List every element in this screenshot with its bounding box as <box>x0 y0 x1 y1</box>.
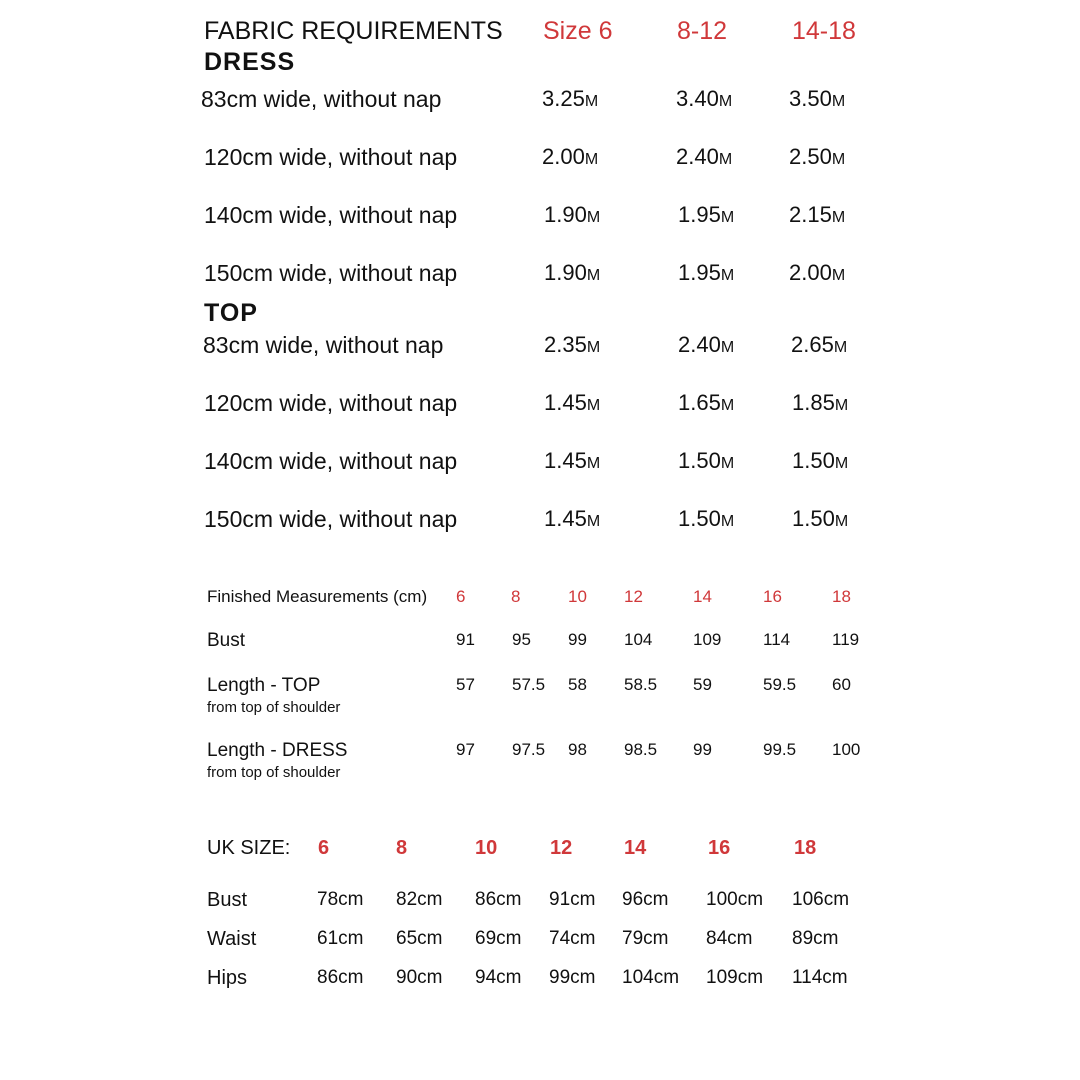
finished-value: 99 <box>568 630 587 649</box>
uk-value: 89cm <box>792 928 839 949</box>
finished-value: 58 <box>568 675 587 694</box>
finished-size-header: 10 <box>568 587 587 606</box>
fabric-row-label: 150cm wide, without nap <box>204 260 458 286</box>
uk-value: 100cm <box>706 889 764 910</box>
uk-size-title: UK SIZE: <box>207 837 291 859</box>
fabric-value: 3.50M <box>789 86 846 111</box>
fabric-row-label: 140cm wide, without nap <box>204 448 458 474</box>
uk-value: 61cm <box>317 928 364 949</box>
fabric-value: 1.50M <box>678 506 735 531</box>
fabric-value: 2.15M <box>789 202 846 227</box>
uk-size-header: 18 <box>794 837 817 859</box>
finished-value: 57 <box>456 675 475 694</box>
fabric-value: 2.00M <box>542 144 599 169</box>
fabric-value: 1.50M <box>792 506 849 531</box>
fabric-size-header: Size 6 <box>543 17 613 45</box>
uk-size-header: 10 <box>475 837 498 859</box>
fabric-value: 2.35M <box>544 332 601 357</box>
finished-value: 95 <box>512 630 531 649</box>
finished-value: 98 <box>568 740 587 759</box>
finished-measurements-title: Finished Measurements (cm) <box>207 587 428 606</box>
fabric-value: 3.25M <box>542 86 599 111</box>
finished-value: 58.5 <box>624 675 658 694</box>
uk-size-header: 14 <box>624 837 647 859</box>
uk-value: 106cm <box>792 889 850 910</box>
fabric-value: 1.45M <box>544 448 601 473</box>
finished-value: 100 <box>832 740 861 759</box>
finished-size-header: 18 <box>832 587 851 606</box>
uk-value: 96cm <box>622 889 669 910</box>
finished-value: 59.5 <box>763 675 797 694</box>
finished-value: 57.5 <box>512 675 546 694</box>
finished-size-header: 6 <box>456 587 466 606</box>
uk-value: 90cm <box>396 967 443 988</box>
section-title-top: TOP <box>204 299 258 327</box>
fabric-row-label: 140cm wide, without nap <box>204 202 458 228</box>
fabric-value: 2.65M <box>791 332 848 357</box>
fabric-value: 2.50M <box>789 144 846 169</box>
uk-value: 104cm <box>622 967 680 988</box>
fabric-value: 1.95M <box>678 202 735 227</box>
fabric-value: 2.00M <box>789 260 846 285</box>
fabric-value: 1.45M <box>544 506 601 531</box>
finished-value: 60 <box>832 675 851 694</box>
finished-value: 99 <box>693 740 712 759</box>
fabric-requirements-title: FABRIC REQUIREMENTS <box>204 17 503 45</box>
fabric-value: 1.95M <box>678 260 735 285</box>
uk-value: 74cm <box>549 928 596 949</box>
uk-value: 114cm <box>792 967 848 988</box>
finished-value: 99.5 <box>763 740 797 759</box>
fabric-row-label: 120cm wide, without nap <box>204 390 458 416</box>
finished-value: 119 <box>832 630 860 649</box>
finished-row-label: Bust <box>207 630 246 651</box>
finished-row-sublabel: from top of shoulder <box>207 699 341 716</box>
fabric-row-label: 83cm wide, without nap <box>203 332 444 358</box>
finished-value: 91 <box>456 630 475 649</box>
fabric-size-header: 8-12 <box>677 17 728 45</box>
uk-size-header: 16 <box>708 837 731 859</box>
uk-size-header: 6 <box>318 837 330 859</box>
fabric-value: 1.90M <box>544 202 601 227</box>
fabric-row-label: 150cm wide, without nap <box>204 506 458 532</box>
finished-value: 104 <box>624 630 653 649</box>
finished-size-header: 14 <box>693 587 712 606</box>
finished-value: 114 <box>763 630 791 649</box>
uk-value: 69cm <box>475 928 522 949</box>
fabric-value: 3.40M <box>676 86 733 111</box>
uk-row-label: Waist <box>207 928 257 950</box>
uk-value: 79cm <box>622 928 669 949</box>
uk-row-label: Bust <box>207 889 248 911</box>
uk-value: 91cm <box>549 889 596 910</box>
fabric-row-label: 83cm wide, without nap <box>201 86 442 112</box>
finished-row-label: Length - DRESS <box>207 740 348 761</box>
fabric-value: 1.50M <box>792 448 849 473</box>
fabric-value: 2.40M <box>676 144 733 169</box>
fabric-value: 2.40M <box>678 332 735 357</box>
finished-size-header: 12 <box>624 587 643 606</box>
finished-value: 98.5 <box>624 740 658 759</box>
finished-value: 97.5 <box>512 740 546 759</box>
fabric-value: 1.50M <box>678 448 735 473</box>
uk-value: 99cm <box>549 967 596 988</box>
fabric-value: 1.85M <box>792 390 849 415</box>
uk-value: 82cm <box>396 889 443 910</box>
uk-value: 65cm <box>396 928 443 949</box>
uk-value: 86cm <box>475 889 522 910</box>
finished-size-header: 16 <box>763 587 782 606</box>
finished-size-header: 8 <box>511 587 521 606</box>
uk-size-header: 12 <box>550 837 573 859</box>
finished-row-sublabel: from top of shoulder <box>207 764 341 781</box>
fabric-value: 1.90M <box>544 260 601 285</box>
uk-row-label: Hips <box>207 967 248 989</box>
finished-value: 59 <box>693 675 712 694</box>
uk-value: 84cm <box>706 928 753 949</box>
uk-size-header: 8 <box>396 837 408 859</box>
fabric-size-header: 14-18 <box>792 17 856 45</box>
fabric-value: 1.65M <box>678 390 735 415</box>
uk-value: 94cm <box>475 967 522 988</box>
finished-row-label: Length - TOP <box>207 675 321 696</box>
fabric-row-label: 120cm wide, without nap <box>204 144 458 170</box>
section-title-dress: DRESS <box>204 48 296 76</box>
uk-value: 109cm <box>706 967 764 988</box>
finished-value: 109 <box>693 630 722 649</box>
finished-value: 97 <box>456 740 475 759</box>
uk-value: 86cm <box>317 967 364 988</box>
fabric-value: 1.45M <box>544 390 601 415</box>
uk-value: 78cm <box>317 889 364 910</box>
